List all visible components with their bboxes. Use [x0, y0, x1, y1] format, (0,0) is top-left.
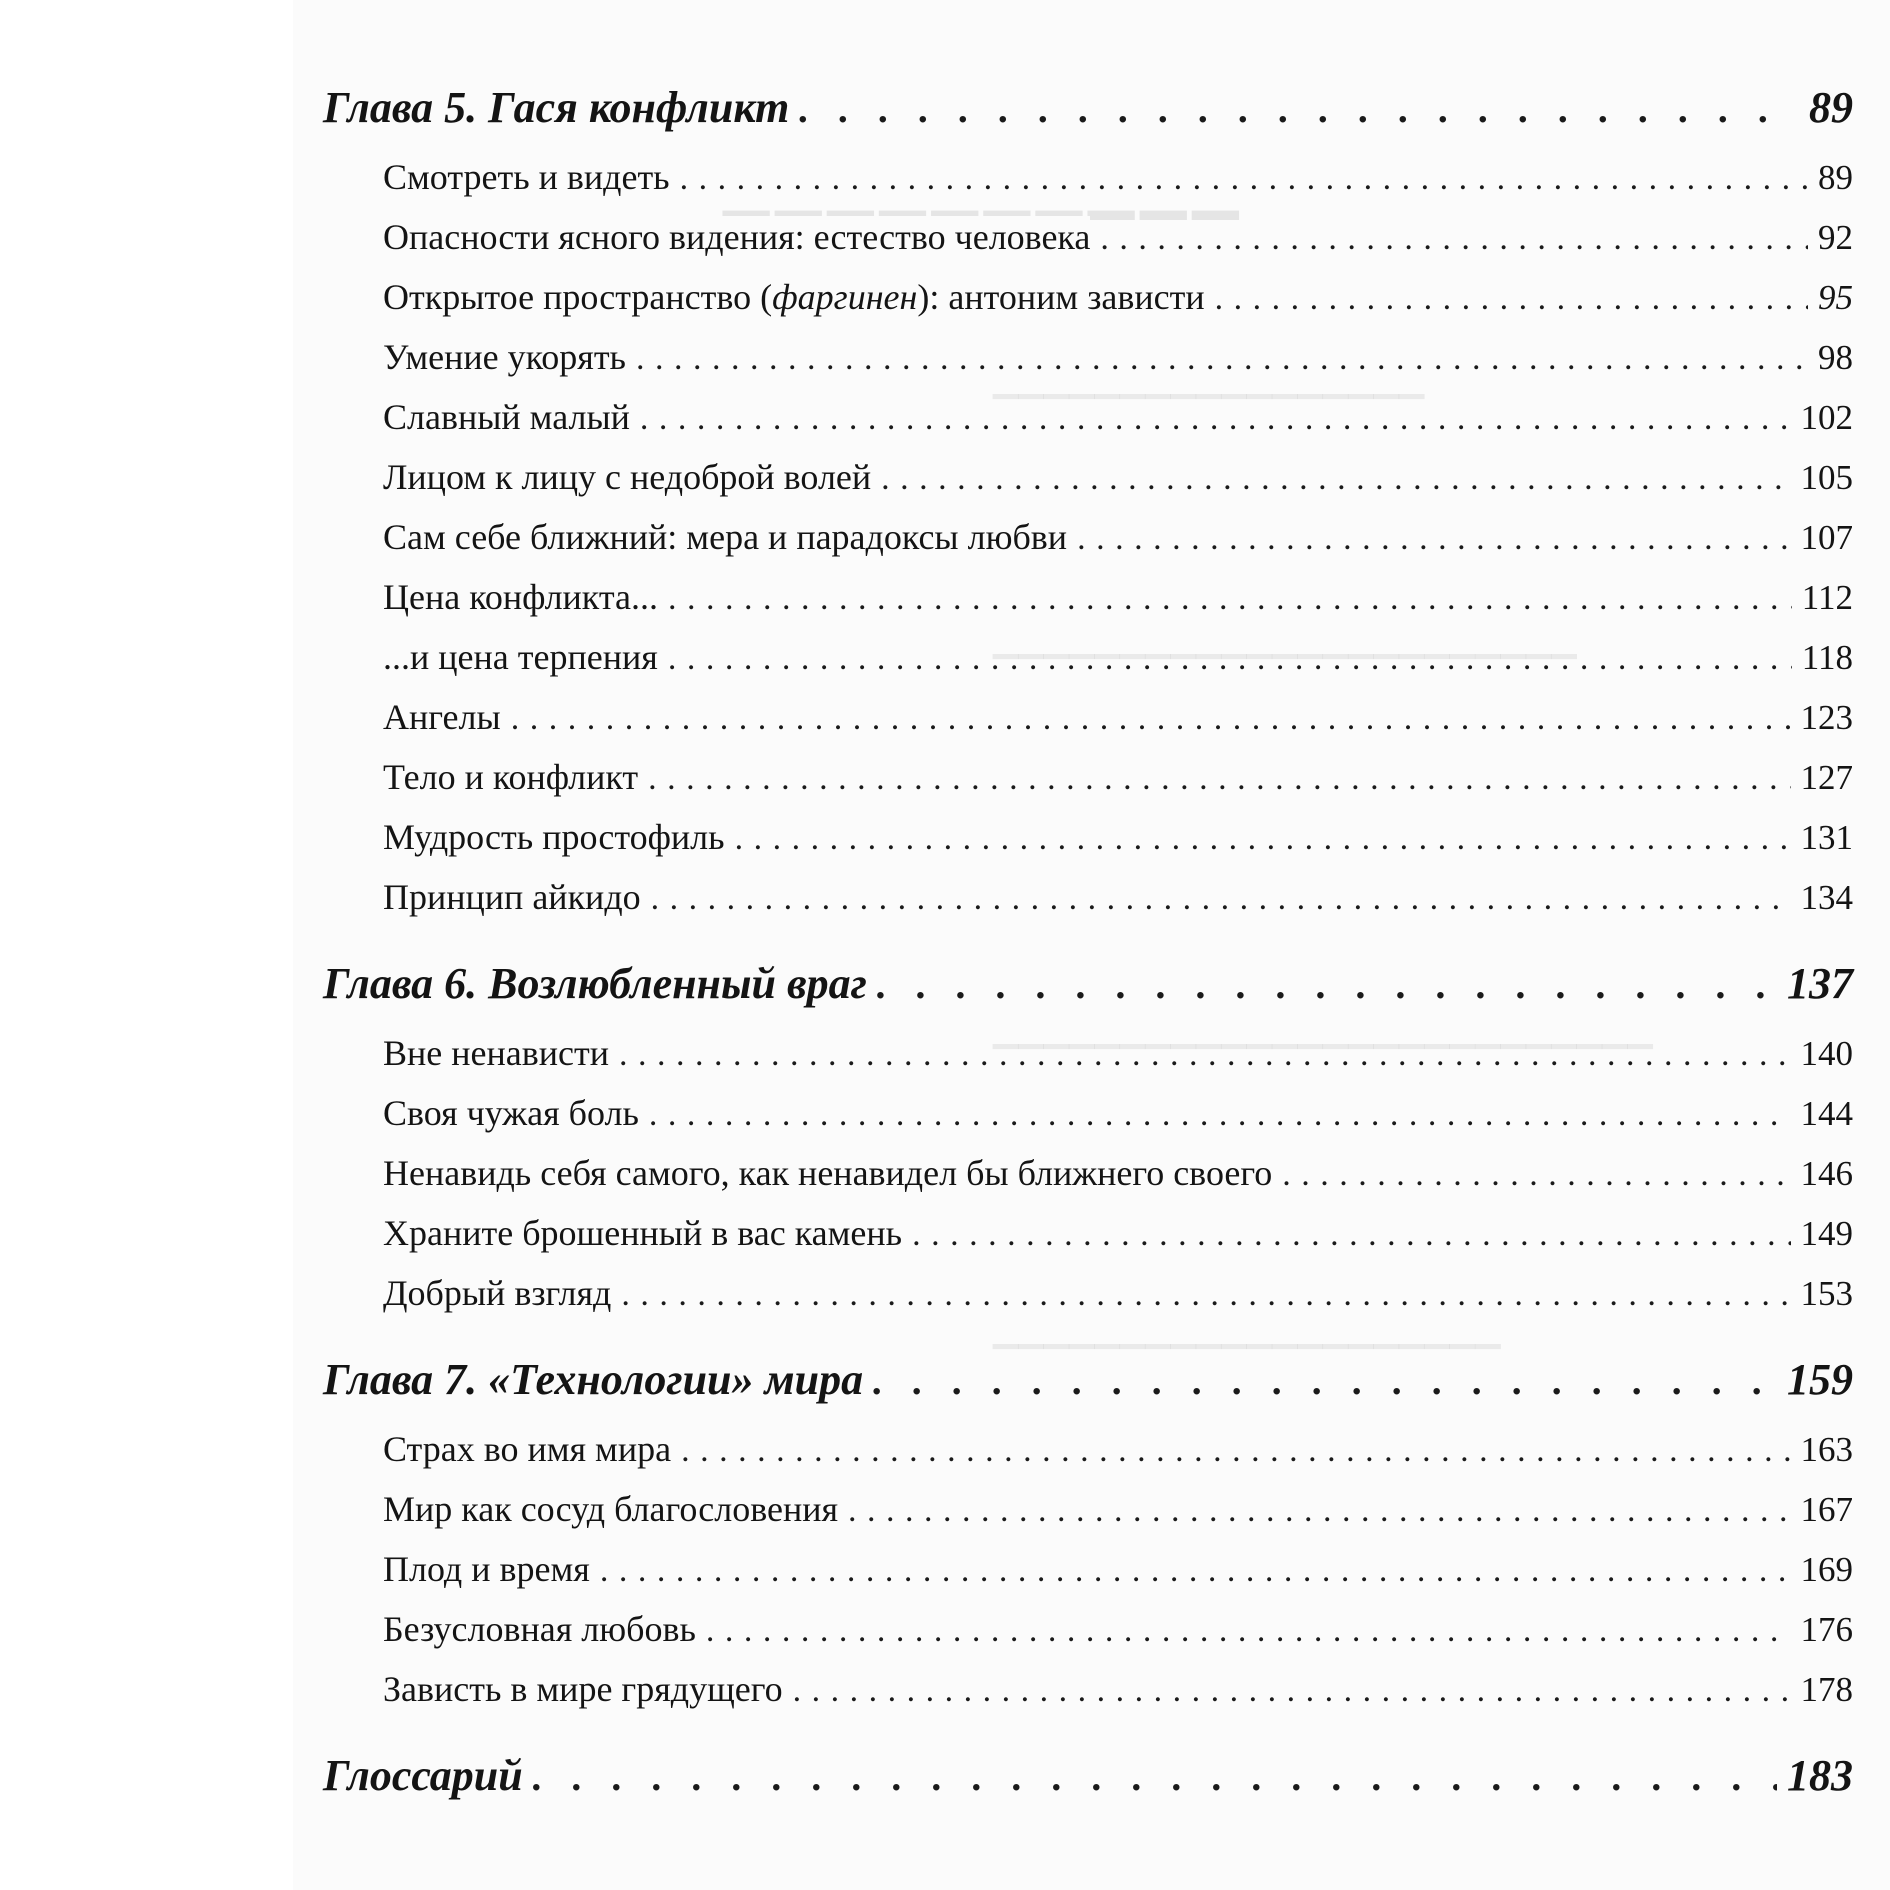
- section-title: Сам себе ближний: мера и парадоксы любви: [383, 517, 1068, 557]
- section-page-number: 102: [1800, 398, 1853, 437]
- dot-leader: [706, 1612, 1791, 1650]
- section-title: Умение укорять: [383, 337, 626, 377]
- dot-leader: [533, 1753, 1777, 1800]
- toc-entry[interactable]: [323, 876, 1853, 936]
- section-title: Ненавидь себя самого, как ненавидел бы ближнего своего: [383, 1153, 1273, 1193]
- toc-entry[interactable]: [323, 456, 1853, 516]
- chapter-page-number: 89: [1809, 83, 1853, 132]
- section-title: Храните брошенный в вас камень: [383, 1213, 903, 1253]
- section-title: Принцип айкидо: [383, 877, 641, 917]
- dot-leader: [793, 1672, 1791, 1710]
- toc-entry[interactable]: [323, 1428, 1853, 1488]
- dot-leader: [881, 460, 1790, 498]
- section-page-number: 153: [1800, 1274, 1853, 1313]
- dot-leader: [621, 1276, 1790, 1314]
- section-page-number: 131: [1800, 818, 1853, 857]
- section-page-number: 127: [1800, 758, 1853, 797]
- section-page-number: 105: [1800, 458, 1853, 497]
- dot-leader: [680, 160, 1808, 198]
- section-page-number: 167: [1800, 1490, 1853, 1529]
- toc-entry[interactable]: [323, 336, 1853, 396]
- section-title: Ангелы: [383, 697, 501, 737]
- dot-leader: [1215, 280, 1808, 318]
- chapter-page-number: 183: [1787, 1751, 1853, 1800]
- bleed-through-line: ▁▁▁▁▁▁▁▁▁▁▁▁▁▁▁▁▁▁▁▁: [993, 1313, 1501, 1349]
- toc-entry[interactable]: [323, 156, 1853, 216]
- dot-leader: [640, 400, 1791, 438]
- spacer: [323, 936, 1853, 958]
- section-title: Смотреть и видеть: [383, 157, 670, 197]
- toc-entry[interactable]: [323, 1488, 1853, 1548]
- toc-entry[interactable]: [323, 1212, 1853, 1272]
- toc-entry[interactable]: [323, 576, 1853, 636]
- section-page-number: 95: [1818, 278, 1853, 317]
- dot-leader: [877, 961, 1777, 1008]
- section-title-part: ): антоним зависти: [917, 277, 1205, 317]
- chapter-title: Глава 6. Возлюбленный враг: [323, 959, 867, 1008]
- chapter-page-number: 159: [1787, 1355, 1853, 1404]
- dot-leader: [649, 1096, 1791, 1134]
- toc-entry[interactable]: [323, 1032, 1853, 1092]
- section-title: Лицом к лицу с недоброй волей: [383, 457, 872, 497]
- toc-entry[interactable]: [323, 516, 1853, 576]
- dot-leader: [619, 1036, 1791, 1074]
- toc-entry[interactable]: [323, 276, 1853, 336]
- section-page-number: 98: [1818, 338, 1853, 377]
- section-title: [383, 276, 1205, 318]
- chapter-title: Глоссарий: [323, 1751, 523, 1800]
- dot-leader: [636, 340, 1808, 378]
- chapter-5-entry[interactable]: [323, 82, 1853, 156]
- toc-entry[interactable]: [323, 1608, 1853, 1668]
- section-title: Опасности ясного видения: естество человека: [383, 217, 1091, 257]
- section-title: Своя чужая боль: [383, 1093, 639, 1133]
- section-page-number: 146: [1800, 1154, 1853, 1193]
- dot-leader: [648, 760, 1790, 798]
- section-page-number: 176: [1800, 1610, 1853, 1649]
- dot-leader: [668, 640, 1792, 678]
- section-title: Мир как сосуд благословения: [383, 1489, 839, 1529]
- section-title: Цена конфликта...: [383, 577, 658, 617]
- section-page-number: 149: [1800, 1214, 1853, 1253]
- section-page-number: 112: [1801, 578, 1853, 617]
- section-title: Вне ненависти: [383, 1033, 609, 1073]
- dot-leader: [1282, 1156, 1790, 1194]
- dot-leader: [668, 580, 1792, 618]
- dot-leader: [511, 700, 1791, 738]
- section-title: Плод и время: [383, 1549, 590, 1589]
- toc-entry[interactable]: [323, 816, 1853, 876]
- spacer: [323, 1728, 1853, 1750]
- table-of-contents: [323, 82, 1853, 1824]
- bleed-through-line: ▁▁▁▁▁▁▁▁▁▁▁▁▁▁▁▁▁▁▁▁▁▁▁: [993, 623, 1577, 659]
- toc-entry[interactable]: [323, 396, 1853, 456]
- section-page-number: 92: [1818, 218, 1853, 257]
- section-page-number: 140: [1800, 1034, 1853, 1073]
- dot-leader: [651, 880, 1791, 918]
- dot-leader: [1077, 520, 1790, 558]
- toc-entry[interactable]: [323, 636, 1853, 696]
- glossary-entry[interactable]: [323, 1750, 1853, 1824]
- section-page-number: 144: [1800, 1094, 1853, 1133]
- section-title-term: фаргинен: [772, 277, 918, 317]
- chapter-title: Глава 7. «Технологии» мира: [323, 1355, 864, 1404]
- toc-entry[interactable]: [323, 1548, 1853, 1608]
- chapter-6-entry[interactable]: [323, 958, 1853, 1032]
- section-page-number: 178: [1800, 1670, 1853, 1709]
- section-title-part: Открытое пространство (: [383, 277, 773, 317]
- toc-entry[interactable]: [323, 696, 1853, 756]
- book-page: [293, 0, 1890, 1890]
- section-page-number: 169: [1800, 1550, 1853, 1589]
- section-title: Добрый взгляд: [383, 1273, 612, 1313]
- bleed-through-heading: ▁▁▁▁▁▁▁▁▁▁: [723, 152, 1245, 218]
- dot-leader: [912, 1216, 1790, 1254]
- chapter-7-entry[interactable]: [323, 1354, 1853, 1428]
- bleed-through-line: ▁▁▁▁▁▁▁▁▁▁▁▁▁▁▁▁▁▁▁▁▁▁▁▁▁▁: [993, 1013, 1653, 1049]
- chapter-page-number: 137: [1787, 959, 1853, 1008]
- dot-leader: [600, 1552, 1791, 1590]
- section-title: Тело и конфликт: [383, 757, 639, 797]
- dot-leader: [1100, 220, 1808, 258]
- section-title: Мудрость простофиль: [383, 817, 725, 857]
- section-page-number: 163: [1800, 1430, 1853, 1469]
- section-title: Безусловная любовь: [383, 1609, 696, 1649]
- section-title: Страх во имя мира: [383, 1429, 672, 1469]
- section-page-number: 89: [1818, 158, 1853, 197]
- dot-leader: [681, 1432, 1790, 1470]
- dot-leader: [873, 1357, 1777, 1404]
- chapter-title: Глава 5. Гася конфликт: [323, 83, 790, 132]
- toc-entry[interactable]: [323, 1272, 1853, 1332]
- toc-entry[interactable]: [323, 756, 1853, 816]
- spacer: [323, 1332, 1853, 1354]
- section-page-number: 107: [1800, 518, 1853, 557]
- toc-entry[interactable]: [323, 1668, 1853, 1728]
- bleed-through-line: ▁▁▁▁▁▁▁▁▁▁▁▁▁▁▁▁▁: [993, 363, 1425, 399]
- dot-leader: [735, 820, 1791, 858]
- section-page-number: 134: [1800, 878, 1853, 917]
- section-title: Славный малый: [383, 397, 630, 437]
- dot-leader: [848, 1492, 1790, 1530]
- toc-entry[interactable]: [323, 1092, 1853, 1152]
- section-page-number: 123: [1800, 698, 1853, 737]
- toc-entry[interactable]: [323, 216, 1853, 276]
- section-title: Зависть в мире грядущего: [383, 1669, 783, 1709]
- toc-entry[interactable]: [323, 1152, 1853, 1212]
- section-title: ...и цена терпения: [383, 637, 658, 677]
- section-page-number: 118: [1801, 638, 1853, 677]
- dot-leader: [799, 85, 1799, 132]
